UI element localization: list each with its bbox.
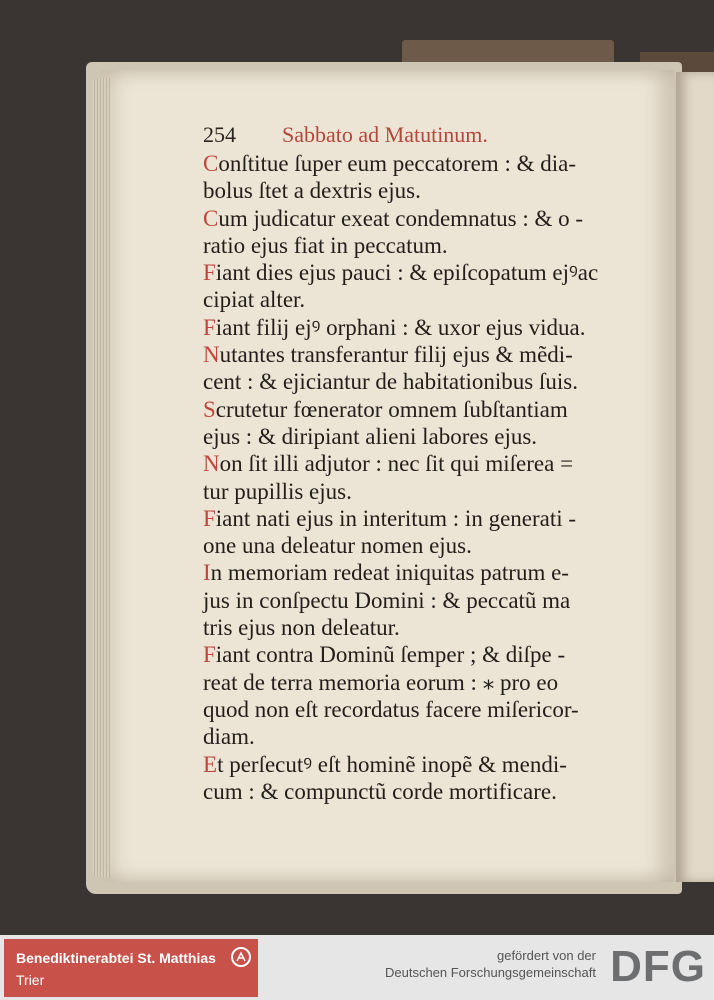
verse-line-text: bolus ſtet a dextris ejus.	[203, 178, 421, 204]
verse-line-text: cipiat alter.	[203, 287, 306, 313]
verse-line	[203, 450, 651, 477]
verse-line	[203, 532, 651, 559]
verse-line-text: n memoriam redeat iniquitas patrum e-	[210, 560, 569, 586]
verse-line	[203, 423, 651, 450]
verse-text-block	[203, 150, 651, 805]
verse-line	[203, 478, 651, 505]
funding-line-2: Deutschen Forschungsgemeinschaft	[384, 965, 596, 980]
verse	[203, 751, 651, 806]
verse-line-text: iant dies ejus pauci : & epiſcopatum ejꝰac	[215, 260, 599, 286]
footer-bar	[0, 935, 714, 1000]
fore-edge	[92, 78, 110, 878]
verse-line	[203, 286, 651, 313]
institution-city: Trier	[16, 972, 45, 988]
rubric-initial: N	[203, 451, 220, 477]
rubric-initial: F	[203, 260, 216, 286]
verse-line	[203, 641, 651, 668]
verse-line-text: tur pupillis ejus.	[203, 478, 352, 504]
institution-name: Benediktinerabtei St. Matthias	[16, 950, 216, 966]
verse-line-text: jus in conſpectu Domini : & peccatũ ma	[203, 587, 571, 613]
page-number: 254	[203, 122, 236, 147]
verse-line	[203, 505, 651, 532]
rubric-initial: F	[203, 642, 216, 668]
verse-line-text: iant filij ejꝰ orphani : & uxor ejus vidua.	[215, 314, 586, 340]
verse	[203, 205, 651, 260]
verse-line-text: quod non eſt recordatus facere miſericor-	[203, 696, 579, 722]
verse-line	[203, 669, 651, 696]
verse-line	[203, 368, 651, 395]
verse-line-text: t perſecutꝰ eſt hominẽ inopẽ & mendi-	[217, 751, 567, 777]
rubric-initial: I	[203, 560, 211, 586]
verse-line-text: utantes transferantur filij ejus & mẽdi-	[219, 342, 573, 368]
verse-line-text: ratio ejus fiat in peccatum.	[203, 232, 448, 258]
verse-line-text: cent : & ejiciantur de habitationibus ſuis.	[203, 369, 578, 395]
verse	[203, 341, 651, 396]
verse-line	[203, 559, 651, 586]
rubric-initial: N	[203, 342, 220, 368]
rubric-initial: F	[203, 314, 216, 340]
verse-line-text: ejus : & diripiant alieni labores ejus.	[203, 423, 538, 449]
verse	[203, 150, 651, 205]
rubric-initial: S	[203, 396, 216, 422]
verse	[203, 641, 651, 750]
verse	[203, 396, 651, 451]
verse-line	[203, 751, 651, 778]
rubric-initial: C	[203, 205, 219, 231]
verse-line	[203, 177, 651, 204]
verse-line-text: um judicatur exeat condemnatus : & o -	[218, 205, 584, 231]
verse	[203, 559, 651, 641]
verse-line-text: reat de terra memoria eorum : ⁎ pro eo	[203, 669, 559, 695]
verse-line	[203, 614, 651, 641]
verse-line-text: iant nati ejus in interitum : in generati -	[215, 505, 577, 531]
rubric-initial: E	[203, 751, 218, 777]
verse-line	[203, 696, 651, 723]
institution-logo-icon	[231, 947, 251, 967]
verse-line-text: onſtitue ſuper eum peccatorem : & dia-	[218, 151, 576, 176]
verse	[203, 450, 651, 505]
page-header	[203, 122, 488, 148]
verse-line	[203, 259, 651, 286]
funding-note	[385, 947, 596, 981]
institution-box[interactable]	[4, 939, 258, 997]
verse-line	[203, 396, 651, 423]
verse	[203, 314, 651, 341]
verse-line-text: one una deleatur nomen ejus.	[203, 533, 472, 559]
verse-line	[203, 778, 651, 805]
facing-page-edge	[676, 72, 714, 882]
running-title: Sabbato ad Matutinum.	[282, 122, 488, 147]
funding-line-1: gefördert von der	[496, 948, 596, 963]
verse-line-text: tris ejus non deleatur.	[203, 615, 400, 641]
verse	[203, 505, 651, 560]
verse-line	[203, 232, 651, 259]
verse	[203, 259, 651, 314]
verse-line-text: diam.	[203, 724, 255, 750]
dfg-logo[interactable]: DFG	[610, 942, 706, 991]
verse-line	[203, 723, 651, 750]
verse-line-text: on ſit illi adjutor : nec ſit qui miſerea =	[219, 451, 574, 477]
verse-line	[203, 587, 651, 614]
rubric-initial: F	[203, 505, 216, 531]
verse-line	[203, 150, 651, 177]
verse-line-text: cum : & compunctũ corde mortificare.	[203, 778, 557, 804]
verse-line	[203, 341, 651, 368]
verse-line-text: iant contra Dominũ ſemper ; & diſpe -	[215, 642, 566, 668]
verse-line-text: crutetur fœnerator omnem ſubſtantiam	[215, 396, 568, 422]
verse-line	[203, 314, 651, 341]
rubric-initial: C	[203, 151, 219, 176]
verse-line	[203, 205, 651, 232]
